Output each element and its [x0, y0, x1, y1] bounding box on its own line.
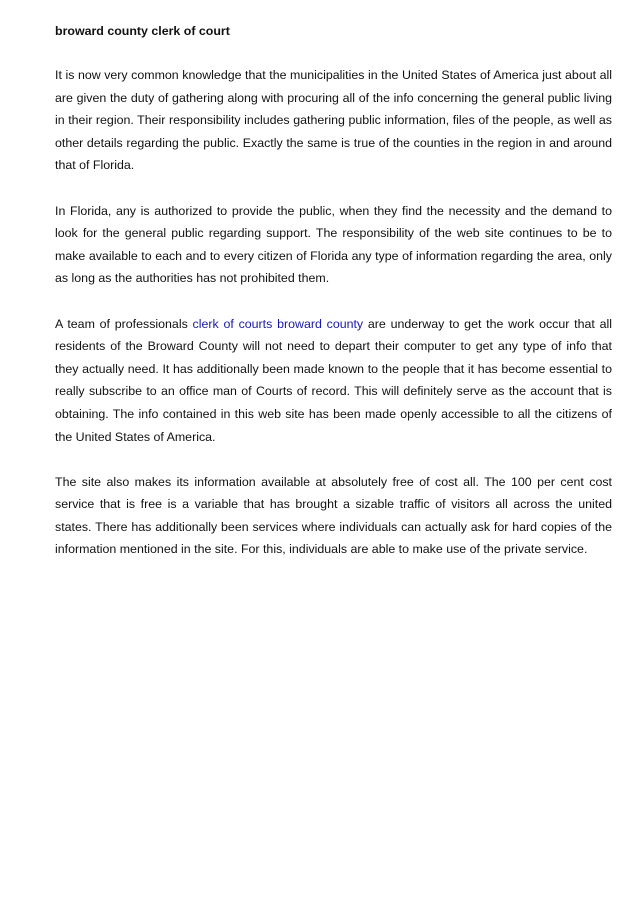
clerk-of-courts-link[interactable]: clerk of courts broward county — [192, 316, 364, 331]
paragraph-2: In Florida, any is authorized to provide the public, when they find the necessity and the demand to look for the general public regarding support. The responsibility of the web site continues to be to make available to each and to every citizen of Florida any type of information regarding the area, only as long as the authorities has not prohibited them. — [55, 203, 612, 286]
document-page — [55, 20, 612, 584]
paragraph-3-text-after: are underway to get the work occur that all residents of the Broward County will not need to depart their computer to get any type of info that they actually need. It has additionally been made known to the people that it has become essential to really subscribe to an office man of Courts of record. This will definitely serve as the account that is obtaining. The info contained in this web site has been made openly accessible to all the citizens of the United States of America. — [55, 316, 612, 444]
document-title: broward county clerk of court — [55, 24, 230, 38]
paragraph-4: The site also makes its information available at absolutely free of cost all. The 100 per cent cost service that is free is a variable that has brought a sizable traffic of visitors all across the united states. There has additionally been services where individuals can actually ask for hard copies of the information mentioned in the site. For this, individuals are able to make use of the private service. — [55, 474, 612, 557]
paragraph-3 — [55, 313, 612, 449]
paragraph-3-text-before: A team of professionals — [55, 316, 193, 331]
paragraph-1: It is now very common knowledge that the municipalities in the United States of America just about all are given the duty of gathering along with procuring all of the info concerning the general public living in their region. Their responsibility includes gathering public information, files of the people, as well as other details regarding the public. Exactly the same is true of the counties in the region in and around that of Florida. — [55, 68, 612, 173]
